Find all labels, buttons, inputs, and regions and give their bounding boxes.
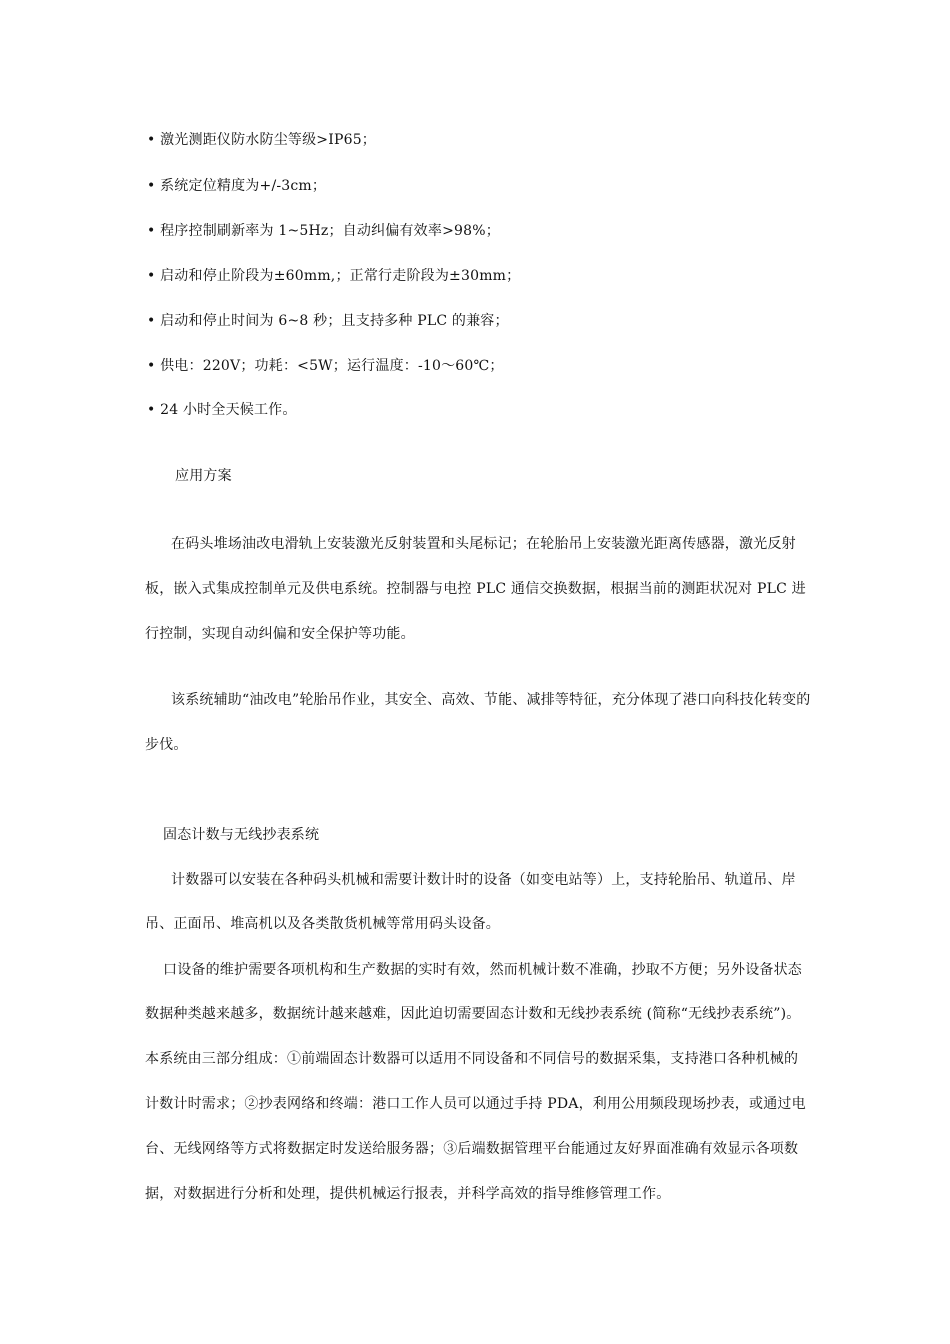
- paragraph-line: 吊、正面吊、堆高机以及各类散货机械等常用码头设备。: [145, 916, 500, 932]
- paragraph-line: 数据种类越来越多，数据统计越来越难，因此迫切需要固态计数和无线抄表系统 (简称“无线抄表系统”)。: [145, 1006, 801, 1022]
- bullet-item: • 启动和停止阶段为±60mm,；正常行走阶段为±30mm；: [147, 268, 521, 284]
- paragraph-line: 在码头堆场油改电滑轨上安装激光反射装置和头尾标记；在轮胎吊上安装激光距离传感器，激光反射: [171, 536, 796, 552]
- paragraph-line: 步伐。: [145, 737, 188, 753]
- bullet-item: • 激光测距仪防水防尘等级>IP65；: [147, 132, 377, 148]
- paragraph-line: 行控制，实现自动纠偏和安全保护等功能。: [145, 626, 415, 642]
- section-heading-counter-system: 固态计数与无线抄表系统: [163, 827, 320, 843]
- paragraph-line: 计数计时需求；②抄表网络和终端：港口工作人员可以通过手持 PDA，利用公用频段现场抄表，或通过电: [145, 1096, 806, 1112]
- paragraph-line: 台、无线网络等方式将数据定时发送给服务器；③后端数据管理平台能通过友好界面准确有效显示各项数: [145, 1141, 799, 1157]
- bullet-item: • 供电：220V；功耗：<5W；运行温度：-10～60℃；: [147, 358, 504, 374]
- bullet-item: • 系统定位精度为+/-3cm；: [147, 178, 327, 194]
- bullet-item: • 程序控制刷新率为 1~5Hz；自动纠偏有效率>98%；: [147, 223, 500, 239]
- bullet-item: • 启动和停止时间为 6~8 秒；且支持多种 PLC 的兼容；: [147, 313, 509, 329]
- paragraph-line: 该系统辅助“油改电”轮胎吊作业，其安全、高效、节能、减排等特征，充分体现了港口向科技化转变的: [171, 692, 811, 708]
- paragraph-line: 口设备的维护需要各项机构和生产数据的实时有效，然而机械计数不准确，抄取不方便；另外设备状态: [163, 962, 802, 978]
- bullet-item: • 24 小时全天候工作。: [147, 402, 297, 418]
- paragraph-line: 板，嵌入式集成控制单元及供电系统。控制器与电控 PLC 通信交换数据，根据当前的测距状况对 PLC 进: [145, 581, 806, 597]
- section-heading-application: 应用方案: [175, 468, 232, 484]
- paragraph-line: 本系统由三部分组成：①前端固态计数器可以适用不同设备和不同信号的数据采集，支持港口各种机械的: [145, 1051, 799, 1067]
- paragraph-line: 据，对数据进行分析和处理，提供机械运行报表，并科学高效的指导维修管理工作。: [145, 1186, 671, 1202]
- paragraph-line: 计数器可以安装在各种码头机械和需要计数计时的设备（如变电站等）上，支持轮胎吊、轨道吊、岸: [171, 872, 796, 888]
